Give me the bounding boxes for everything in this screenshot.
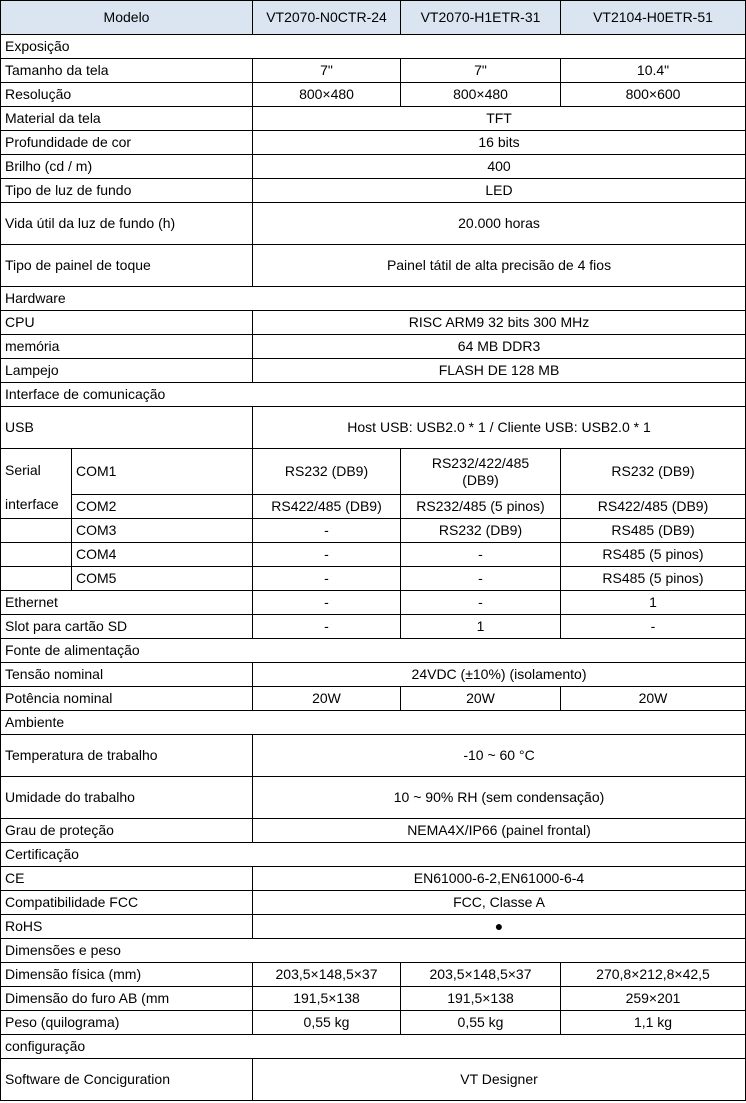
- cell-value: 270,8×212,8×42,5: [561, 963, 746, 987]
- row-label: CE: [1, 867, 253, 891]
- row-label: Dimensão física (mm): [1, 963, 253, 987]
- table-row: [1, 359, 746, 383]
- cell-value: 1: [401, 615, 561, 639]
- row-label: USB: [1, 407, 253, 449]
- table-row: [1, 777, 746, 819]
- row-label: COM4: [72, 543, 253, 567]
- row-label: Tipo de luz de fundo: [1, 179, 253, 203]
- row-label: CPU: [1, 311, 253, 335]
- cell-value: FLASH DE 128 MB: [253, 359, 746, 383]
- table-row: [1, 311, 746, 335]
- row-label: Umidade do trabalho: [1, 777, 253, 819]
- serial-spacer: [1, 543, 72, 567]
- cell-value: -10 ~ 60 °C: [253, 735, 746, 777]
- table-row: [1, 335, 746, 359]
- cell-value: 7": [253, 59, 401, 83]
- section-env: Ambiente: [1, 711, 746, 735]
- cell-value: 1: [561, 591, 746, 615]
- table-row: [1, 687, 746, 711]
- table-row: [1, 203, 746, 245]
- row-label: Dimensão do furo AB (mm: [1, 987, 253, 1011]
- cell-value: RS232/485 (5 pinos): [401, 495, 561, 519]
- cell-value: RS232 (DB9): [253, 449, 401, 495]
- cell-value: FCC, Classe A: [253, 891, 746, 915]
- table-row: [1, 891, 746, 915]
- table-row: [1, 615, 746, 639]
- cell-value: -: [561, 615, 746, 639]
- cell-value: 10 ~ 90% RH (sem condensação): [253, 777, 746, 819]
- cell-value: -: [253, 543, 401, 567]
- model-2: VT2070-H1ETR-31: [401, 1, 561, 35]
- cell-value: Painel tátil de alta precisão de 4 fios: [253, 245, 746, 287]
- table-row: [1, 963, 746, 987]
- row-label: COM1: [72, 449, 253, 495]
- row-label: COM5: [72, 567, 253, 591]
- model-label: Modelo: [1, 1, 253, 35]
- table-row: [1, 495, 746, 519]
- cell-value: 1,1 kg: [561, 1011, 746, 1035]
- cell-value: RS232/422/485 (DB9): [401, 449, 561, 495]
- row-label: Material da tela: [1, 107, 253, 131]
- row-label: Compatibilidade FCC: [1, 891, 253, 915]
- cell-value: 20.000 horas: [253, 203, 746, 245]
- row-label: COM2: [72, 495, 253, 519]
- cell-value: RS422/485 (DB9): [561, 495, 746, 519]
- cell-value: 10.4": [561, 59, 746, 83]
- rohs-bullet-icon: ●: [253, 915, 746, 939]
- table-row: [1, 819, 746, 843]
- table-row: [1, 567, 746, 591]
- table-row: [1, 131, 746, 155]
- row-label: RoHS: [1, 915, 253, 939]
- row-label: Resolução: [1, 83, 253, 107]
- cell-value: 400: [253, 155, 746, 179]
- cell-value: 20W: [401, 687, 561, 711]
- cell-value: EN61000-6-2,EN61000-6-4: [253, 867, 746, 891]
- row-label: Lampejo: [1, 359, 253, 383]
- cell-value: RS485 (5 pinos): [561, 567, 746, 591]
- table-row: [1, 543, 746, 567]
- cell-value: -: [253, 519, 401, 543]
- section-row: [1, 1035, 746, 1059]
- cell-value: TFT: [253, 107, 746, 131]
- cell-value: 191,5×138: [401, 987, 561, 1011]
- cell-value: -: [253, 591, 401, 615]
- table-row: [1, 107, 746, 131]
- row-label: Tipo de painel de toque: [1, 245, 253, 287]
- cell-value: RS485 (5 pinos): [561, 543, 746, 567]
- cell-value: 800×480: [253, 83, 401, 107]
- serial-label-line1: Serial: [5, 462, 41, 478]
- section-row: [1, 35, 746, 59]
- cell-value: -: [401, 543, 561, 567]
- table-row: [1, 591, 746, 615]
- model-3: VT2104-H0ETR-51: [561, 1, 746, 35]
- cell-value: -: [401, 591, 561, 615]
- cell-value: 20W: [253, 687, 401, 711]
- row-label: Tamanho da tela: [1, 59, 253, 83]
- row-label: Software de Conciguration: [1, 1059, 253, 1101]
- cell-value: 800×480: [401, 83, 561, 107]
- cell-value: 7": [401, 59, 561, 83]
- serial-spacer: [1, 567, 72, 591]
- row-label: Tensão nominal: [1, 663, 253, 687]
- cell-value: RISC ARM9 32 bits 300 MHz: [253, 311, 746, 335]
- section-hardware: Hardware: [1, 287, 746, 311]
- cell-value: 191,5×138: [253, 987, 401, 1011]
- row-label: Grau de proteção: [1, 819, 253, 843]
- cell-value: Host USB: USB2.0 * 1 / Cliente USB: USB2.0 * 1: [253, 407, 746, 449]
- row-label: Brilho (cd / m): [1, 155, 253, 179]
- cell-value: 0,55 kg: [401, 1011, 561, 1035]
- table-row: [1, 407, 746, 449]
- section-dims: Dimensões e peso: [1, 939, 746, 963]
- table-row: [1, 179, 746, 203]
- table-row: [1, 1011, 746, 1035]
- table-row: [1, 735, 746, 777]
- row-label: Peso (quilograma): [1, 1011, 253, 1035]
- row-label: Ethernet: [1, 591, 253, 615]
- section-cert: Certificação: [1, 843, 746, 867]
- table-row: [1, 245, 746, 287]
- section-config: configuração: [1, 1035, 746, 1059]
- row-label: COM3: [72, 519, 253, 543]
- cell-value: RS232 (DB9): [401, 519, 561, 543]
- cell-value: 203,5×148,5×37: [253, 963, 401, 987]
- table-row: [1, 867, 746, 891]
- section-row: [1, 383, 746, 407]
- row-label: Profundidade de cor: [1, 131, 253, 155]
- cell-value: -: [401, 567, 561, 591]
- section-row: [1, 711, 746, 735]
- cell-value: RS422/485 (DB9): [253, 495, 401, 519]
- cell-value: RS485 (DB9): [561, 519, 746, 543]
- cell-value: 259×201: [561, 987, 746, 1011]
- cell-value: 64 MB DDR3: [253, 335, 746, 359]
- cell-value: 24VDC (±10%) (isolamento): [253, 663, 746, 687]
- cell-value: LED: [253, 179, 746, 203]
- cell-value: 16 bits: [253, 131, 746, 155]
- serial-interface-label: [1, 449, 72, 519]
- table-row: [1, 449, 746, 495]
- table-row: [1, 915, 746, 939]
- table-row: [1, 987, 746, 1011]
- section-row: [1, 939, 746, 963]
- table-row: [1, 59, 746, 83]
- section-row: [1, 843, 746, 867]
- table-row: [1, 519, 746, 543]
- cell-value: NEMA4X/IP66 (painel frontal): [253, 819, 746, 843]
- section-power: Fonte de alimentação: [1, 639, 746, 663]
- row-label: Temperatura de trabalho: [1, 735, 253, 777]
- cell-value: 0,55 kg: [253, 1011, 401, 1035]
- cell-value: 20W: [561, 687, 746, 711]
- serial-spacer: [1, 519, 72, 543]
- serial-label-line2: interface: [5, 496, 59, 512]
- cell-value: VT Designer: [253, 1059, 746, 1101]
- cell-value: 203,5×148,5×37: [401, 963, 561, 987]
- table-row: [1, 663, 746, 687]
- section-row: [1, 287, 746, 311]
- row-label: Potência nominal: [1, 687, 253, 711]
- table-row: [1, 1059, 746, 1101]
- header-row: [1, 1, 746, 35]
- section-row: [1, 639, 746, 663]
- cell-value: -: [253, 615, 401, 639]
- cell-value: -: [253, 567, 401, 591]
- section-display: Exposição: [1, 35, 746, 59]
- row-label: Vida útil da luz de fundo (h): [1, 203, 253, 245]
- model-1: VT2070-N0CTR-24: [253, 1, 401, 35]
- cell-value: 800×600: [561, 83, 746, 107]
- table-row: [1, 155, 746, 179]
- row-label: Slot para cartão SD: [1, 615, 253, 639]
- row-label: memória: [1, 335, 253, 359]
- cell-value: RS232 (DB9): [561, 449, 746, 495]
- table-row: [1, 83, 746, 107]
- section-comm: Interface de comunicação: [1, 383, 746, 407]
